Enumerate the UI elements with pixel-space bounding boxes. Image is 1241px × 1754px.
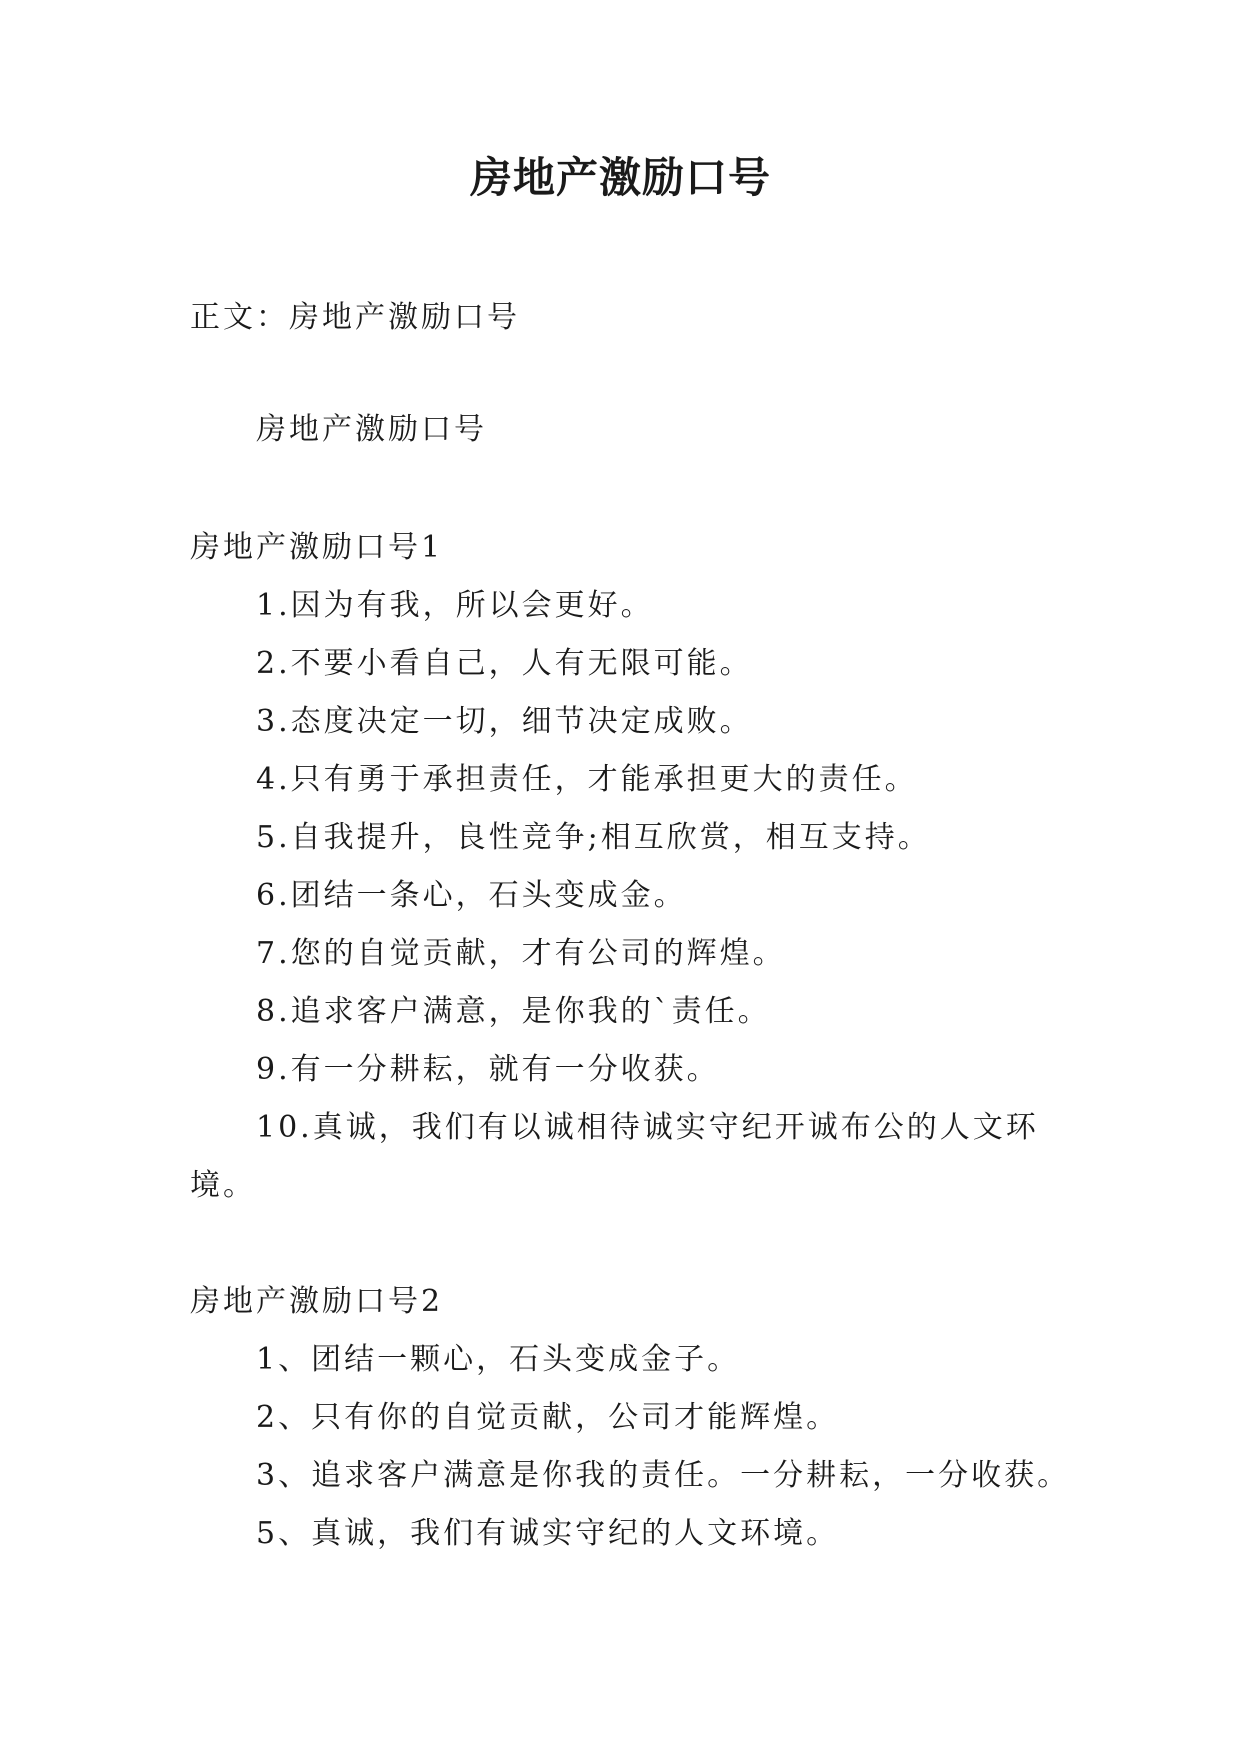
section1-item: 7.您的自觉贡献，才有公司的辉煌。 [256,936,786,971]
section1-item: 1.因为有我，所以会更好。 [256,588,654,623]
intro-line: 正文：房地产激励口号 [190,300,520,335]
section1-item: 5.自我提升，良性竞争;相互欣赏，相互支持。 [256,820,931,855]
section2-item: 1、团结一颗心，石头变成金子。 [256,1342,741,1377]
section1-item: 9.有一分耕耘，就有一分收获。 [256,1052,720,1087]
section2-item: 5、真诚，我们有诚实守纪的人文环境。 [256,1516,840,1551]
section1-heading: 房地产激励口号1 [190,530,444,565]
section1-item: 4.只有勇于承担责任，才能承担更大的责任。 [256,762,918,797]
section1-item: 8.追求客户满意，是你我的`责任。 [256,994,771,1029]
section2-item: 2、只有你的自觉贡献，公司才能辉煌。 [256,1400,840,1435]
section1-item: 10.真诚，我们有以诚相待诚实守纪开诚布公的人文环 [256,1110,1039,1145]
section1-item: 6.团结一条心，石头变成金。 [256,878,687,913]
section2-heading: 房地产激励口号2 [190,1284,444,1319]
subtitle-line: 房地产激励口号 [256,412,487,447]
section2-item: 3、追求客户满意是你我的责任。一分耕耘，一分收获。 [256,1458,1071,1493]
section1-item: 2.不要小看自己，人有无限可能。 [256,646,753,681]
document-title: 房地产激励口号 [469,153,771,202]
section1-item-continuation: 境。 [190,1168,256,1203]
section1-item: 3.态度决定一切，细节决定成败。 [256,704,753,739]
